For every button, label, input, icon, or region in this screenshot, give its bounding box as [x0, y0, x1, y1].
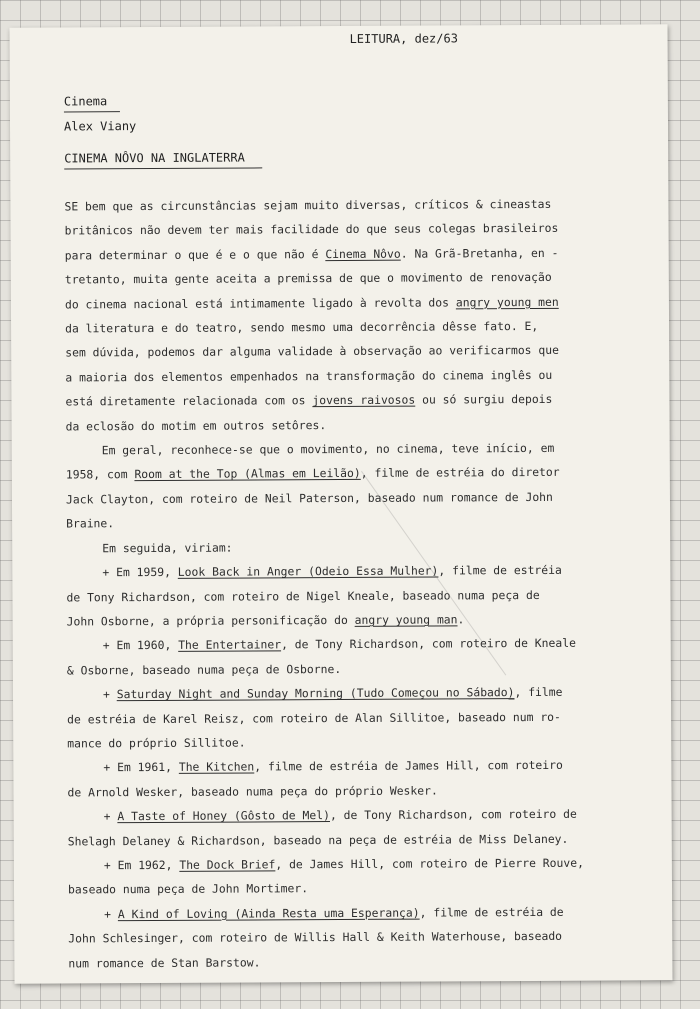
text-run: da eclosão do motim em outros setôres. [65, 417, 327, 434]
text-run: , filme de estréia de [419, 904, 564, 920]
underlined-title: The Dock Brief [179, 857, 276, 872]
text-line [68, 899, 648, 926]
text-run: sem dúvida, podemos dar alguma validade à observação ao verificarmos que [65, 343, 560, 360]
text-line [66, 411, 646, 438]
text-run: está diretamente relacionada com os [65, 393, 313, 409]
text-line [65, 240, 645, 267]
film-entry [68, 899, 648, 975]
text-line [66, 435, 646, 462]
underlined-title: angry young man [354, 612, 458, 627]
underlined-title: The Entertainer [178, 637, 282, 653]
text-run: , de Tony Richardson, com roteiro de Kneale [281, 636, 576, 652]
section-block [64, 89, 137, 139]
underlined-title: Room at the Top (Almas em Leilão) [134, 466, 361, 482]
section-underline [64, 111, 120, 112]
section-label: Cinema [63, 94, 108, 109]
author-name: Alex Viany [63, 119, 137, 134]
text-run: Em geral, reconhece-se que o movimento, no cinema, teve início, em [101, 440, 555, 458]
text-line [68, 850, 648, 877]
text-run: a maioria dos elementos empenhados na transformação do cinema inglês ou [65, 367, 553, 385]
text-run: + [102, 687, 117, 702]
text-line [67, 777, 647, 804]
text-run: + Em 1962, [103, 857, 180, 873]
underlined-title: jovens raivosos [312, 392, 416, 408]
text-run: num romance de Stan Barstow. [68, 955, 261, 971]
text-run: John Osborne, a própria personificação do [66, 612, 355, 629]
text-run: de Arnold Wesker, baseado numa peça do próprio Wesker. [67, 783, 438, 800]
text-run: , de James Hill, com roteiro de Pierre Rouve, [275, 855, 584, 872]
text-run: de estréia de Karel Reisz, com roteiro de Alan Sillitoe, baseado num ro- [67, 709, 561, 726]
text-run: + Em 1960, [102, 638, 179, 653]
text-run: & Osborne, baseado numa peça de Osborne. [66, 661, 342, 678]
underlined-title: Look Back in Anger (Odeio Essa Mulher) [177, 563, 439, 579]
text-run: , filme de estréia do diretor [360, 465, 560, 481]
text-run: tretanto, muita gente aceita a premissa de que o movimento de renovação [64, 270, 552, 287]
text-run: Em seguida, viriam: [102, 540, 233, 555]
text-line [68, 875, 648, 902]
text-run: Jack Clayton, com roteiro de Neil Paterson, baseado num romance de John [65, 489, 553, 507]
text-run: + [104, 906, 118, 922]
text-run: , filme de estréia de James Hill, com roteiro [254, 758, 563, 774]
text-run: + Em 1961, [103, 760, 179, 775]
text-line [64, 191, 644, 218]
text-line [68, 826, 648, 853]
text-run: , filme de estréia [438, 562, 562, 578]
publication-header: LEITURA, dez/63 [349, 31, 458, 46]
film-entry [68, 802, 648, 854]
text-line [65, 362, 645, 389]
title-underline [64, 167, 262, 169]
text-run: baseado numa peça de John Mortimer. [67, 881, 309, 897]
text-line [68, 924, 648, 951]
text-line [65, 289, 645, 316]
text-run: . Na Grã-Bretanha, en - [400, 245, 559, 261]
text-run: da literatura e do teatro, sendo mesmo uma decorrência dêsse fato. E, [65, 318, 539, 336]
underlined-title: A Kind of Loving (Ainda Resta uma Esperança) [117, 905, 420, 921]
text-run: de Tony Richardson, com roteiro de Nigel Kneale, baseado numa peça de [66, 587, 540, 604]
text-line [68, 948, 648, 975]
text-run: para determinar o que é e o que não é [64, 246, 326, 263]
text-line [65, 216, 645, 243]
text-run: SE bem que as circunstâncias sejam muito diversas, críticos & cineastas [64, 196, 552, 214]
article-title-block [64, 150, 262, 169]
underlined-title: Saturday Night and Sunday Morning (Tudo Começou no Sábado) [116, 685, 515, 702]
typed-page [10, 24, 673, 983]
text-run: mance do próprio Sillitoe. [67, 735, 246, 751]
text-run: + [103, 809, 118, 824]
text-run: + Em 1959, [102, 564, 178, 580]
film-entry [68, 850, 648, 902]
text-run: ou só surgiu depois [415, 392, 553, 407]
text-line [65, 265, 645, 292]
text-run: Braine. [66, 516, 115, 531]
text-run: 1958, com [65, 467, 135, 482]
text-line [65, 313, 645, 340]
text-run: . [457, 612, 465, 627]
text-line [65, 338, 645, 365]
underlined-title: A Taste of Honey (Gôsto de Mel) [117, 808, 330, 824]
paragraph-intro [64, 191, 645, 438]
text-run: britânicos não devem ter mais facilidade do que seus colegas brasileiros [64, 221, 559, 238]
text-run: do cinema nacional está intimamente ligado à revolta dos [64, 295, 456, 312]
underlined-title: angry young men [455, 294, 559, 310]
text-run: , de Tony Richardson, com roteiro de [329, 806, 577, 823]
text-line [65, 387, 645, 414]
underlined-title: The Kitchen [178, 759, 255, 775]
article-title: CINEMA NÔVO NA INGLATERRA [64, 150, 245, 166]
text-run: Shelagh Delaney & Richardson, baseado na peça de estréia de Miss Delaney. [67, 831, 569, 848]
text-run: John Schlesinger, com roteiro de Willis Hall & Keith Waterhouse, baseado [68, 929, 563, 946]
text-line [68, 802, 648, 829]
underlined-title: Cinema Nôvo [325, 246, 401, 261]
text-run: , filme [514, 684, 563, 700]
